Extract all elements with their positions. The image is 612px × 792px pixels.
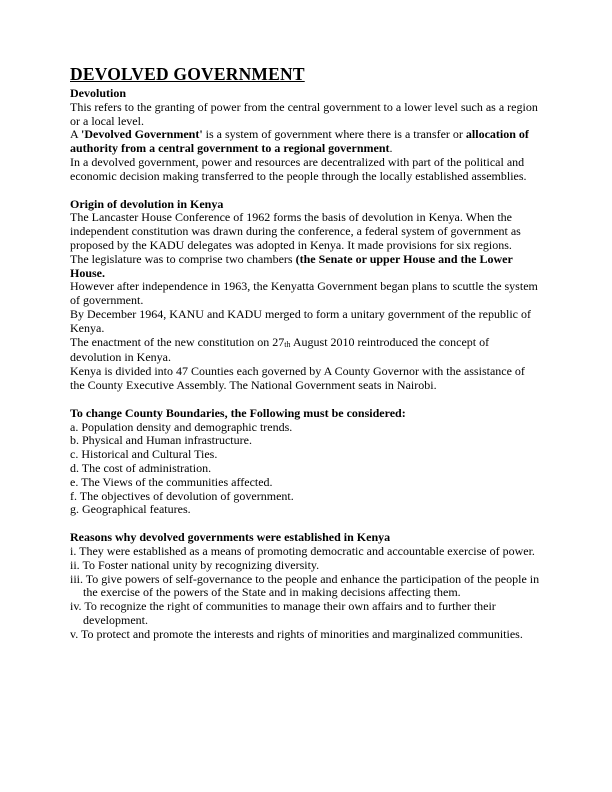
bold-text-run: allocation of authority from a central government to a regional government (70, 127, 529, 156)
paragraph (70, 156, 540, 184)
text-run: A (70, 127, 82, 142)
section-heading: To change County Boundaries, the Following must be considered: (70, 405, 406, 420)
bold-text-run: 'Devolved Government' (81, 127, 203, 142)
text-run: However after independence in 1963, the Kenyatta Government began plans to scuttle the system of government. (70, 279, 538, 308)
document-title: DEVOLVED GOVERNMENT (70, 64, 305, 84)
text-run: By December 1964, KANU and KADU merged to form a unitary government of the republic of Kenya. (70, 306, 531, 335)
list-item: b. Physical and Human infrastructure. (70, 433, 252, 448)
text-run: The enactment of the new constitution on 27 (70, 334, 285, 349)
paragraph (70, 211, 540, 252)
document-body (70, 87, 540, 641)
list-item: c. Historical and Cultural Ties. (70, 447, 218, 462)
list-item: iv. To recognize the right of communities to manage their own affairs and to further their development. (70, 599, 496, 627)
section-heading: Reasons why devolved governments were established in Kenya (70, 530, 391, 545)
text-run: The legislature was to comprise two chambers (70, 251, 296, 266)
text-run: In a devolved government, power and resources are decentralized with part of the political and economic decision making transferred to the people through the locally established assemblies. (70, 154, 527, 183)
list (70, 545, 540, 642)
list-item: f. The objectives of devolution of government. (70, 488, 294, 503)
list-item: a. Population density and demographic trends. (70, 419, 293, 434)
paragraph (70, 336, 540, 366)
list-item: iii. To give powers of self-governance to the people and enhance the participation of the people in the exercise of the powers of the State and in making decisions affecting them. (70, 571, 540, 600)
text-run: The Lancaster House Conference of 1962 forms the basis of devolution in Kenya. When the independent constitution was drawn during the conference, a federal system of government as proposed by the KADU delegates was adopted in Kenya. It made provisions for six regions. (70, 210, 521, 252)
section-heading: Devolution (70, 86, 127, 100)
section-heading: Origin of devolution in Kenya (70, 196, 224, 211)
list-item: i. They were established as a means of promoting democratic and accountable exercise of power. (70, 543, 535, 558)
text-run: is a system of government where there is a transfer or (202, 127, 466, 142)
paragraph (70, 128, 540, 156)
bold-text-run: (the Senate or upper House and the Lower House. (70, 251, 513, 280)
text-run: This refers to the granting of power from the central government to a lower level such as a region or a local level. (70, 99, 538, 128)
list-item: d. The cost of administration. (70, 460, 212, 475)
paragraph (70, 253, 540, 281)
list-item: ii. To Foster national unity by recognizing diversity. (70, 557, 320, 572)
text-run: August 2010 reintroduced the concept of devolution in Kenya. (70, 334, 490, 365)
list-item: g. Geographical features. (70, 502, 191, 517)
list (70, 421, 540, 518)
paragraph (70, 101, 540, 129)
paragraph (70, 308, 540, 336)
text-run: Kenya is divided into 47 Counties each governed by A County Governor with the assistance of the County Executive Assembly. The National Government seats in Nairobi. (70, 364, 525, 392)
list-item: v. To protect and promote the interests and rights of minorities and marginalized communities. (70, 626, 523, 641)
text-run: . (389, 141, 393, 156)
small-ordinal-text: th (284, 339, 291, 349)
paragraph (70, 280, 540, 308)
list-item: e. The Views of the communities affected. (70, 474, 273, 489)
paragraph (70, 365, 540, 393)
